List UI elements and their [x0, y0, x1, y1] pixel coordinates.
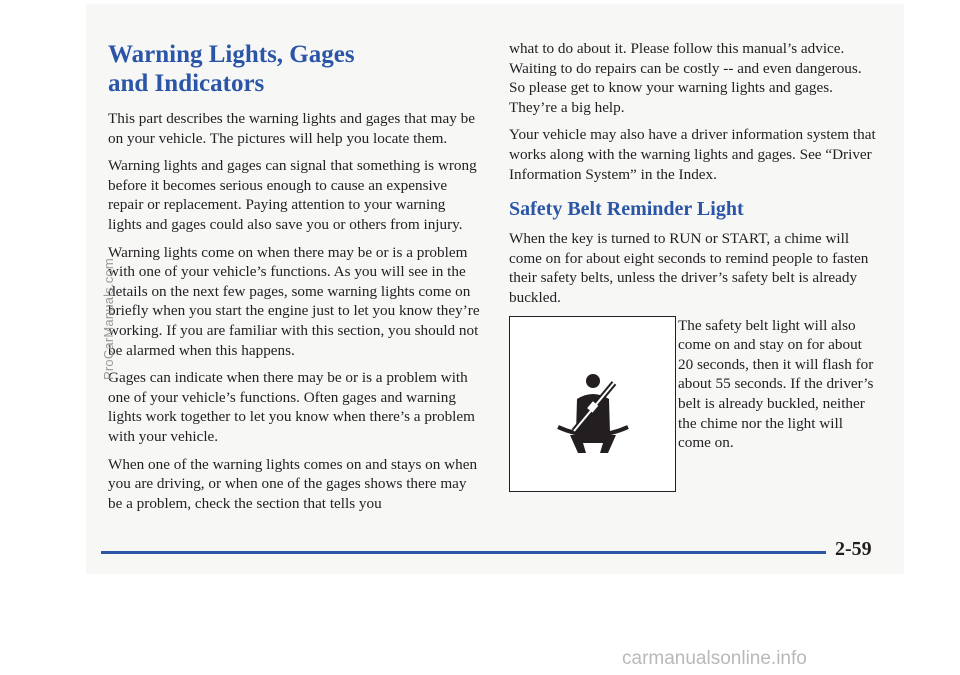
footer-rule — [101, 551, 826, 554]
page-title-line2: and Indicators — [108, 70, 265, 97]
left-column — [108, 40, 480, 521]
footer-watermark: carmanualsonline.info — [622, 648, 807, 669]
side-watermark: ProCarManuals.com — [101, 258, 116, 380]
paragraph: what to do about it. Please follow this manual’s advice. Waiting to do repairs can be costly -- and even dangerous. So please get to know your warning lights and gages. They’re a big help. — [509, 40, 862, 116]
paragraph: This part describes the warning lights and gages that may be on your vehicle. The pictures will help you locate them. — [108, 110, 475, 147]
paragraph: Gages can indicate when there may be or is a problem with one of your vehicle’s functions. Often gages and warning lights work together to let you know when there’s a problem with your vehicle. — [108, 369, 475, 445]
paragraph: Warning lights come on when there may be or is a problem with one of your vehicle’s functions. As you will see in the details on the next few pages, some warning lights come on briefly when you start the engine just to let you know they’re working. If you are familiar with this section, you should not be alarmed when this happens. — [108, 243, 480, 359]
right-column — [509, 39, 877, 496]
page-number: 2-59 — [835, 538, 872, 560]
seat-belt-icon — [548, 369, 638, 459]
figure-caption-text: The safety belt light will also come on and stay on for about 20 seconds, then it will flash for about 55 seconds. If the driver’s belt is already buckled, neither the chime nor the light will come on. — [678, 316, 874, 452]
page-title — [108, 40, 480, 98]
paragraph: Warning lights and gages can signal that something is wrong before it becomes serious enough to cause an expensive repair or replacement. Paying attention to your warning lights and gages could also save you or others from injury. — [108, 157, 477, 233]
figure-caption — [678, 316, 878, 453]
figure-box — [509, 316, 676, 492]
figure-row — [509, 316, 877, 496]
paragraph: When one of the warning lights comes on and stays on when you are driving, or when one of the gages shows there may be a problem, check the section that tells you — [108, 455, 478, 512]
paragraph: When the key is turned to RUN or START, a chime will come on for about eight seconds to remind people to fasten their safety belts, unless the driver’s safety belt is already buckled. — [509, 230, 869, 306]
section-heading: Safety Belt Reminder Light — [509, 198, 744, 221]
page-title-line1: Warning Lights, Gages — [108, 41, 355, 68]
paragraph: Your vehicle may also have a driver information system that works along with the warning lights and gages. See “Driver Information System” in the Index. — [509, 126, 876, 183]
